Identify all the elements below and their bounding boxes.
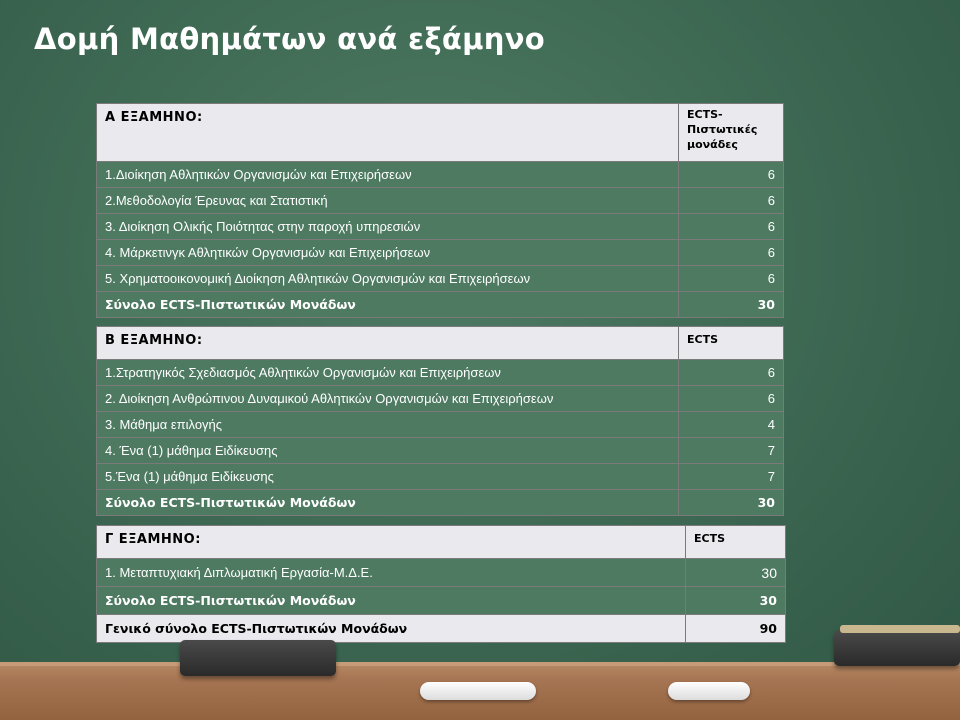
course-row (97, 266, 784, 292)
grand-total-row (97, 615, 786, 643)
semester-c-ects-header: ECTS (686, 526, 786, 559)
course-ects: 7 (679, 464, 784, 490)
course-name: 1.Στρατηγικός Σχεδιασμός Αθλητικών Οργανισμών και Επιχειρήσεων (97, 360, 679, 386)
course-name: 2.Μεθοδολογία Έρευνας και Στατιστική (97, 188, 679, 214)
course-ects: 6 (679, 386, 784, 412)
semester-b-header: Β ΕΞΑΜΗΝΟ: (97, 327, 679, 360)
course-name: 1. Μεταπτυχιακή Διπλωματική Εργασία-Μ.Δ.Ε. (97, 559, 686, 587)
semester-b-total-row (97, 490, 784, 516)
total-value: 30 (679, 490, 784, 516)
semester-b-header-row (97, 327, 784, 360)
semester-a-table (96, 103, 784, 318)
semester-c-table (96, 525, 786, 643)
total-value: 30 (679, 292, 784, 318)
course-ects: 6 (679, 162, 784, 188)
total-label: Σύνολο ECTS-Πιστωτικών Μονάδων (97, 587, 686, 615)
course-name: 5.Ένα (1) μάθημα Ειδίκευσης (97, 464, 679, 490)
course-row (97, 240, 784, 266)
course-ects: 4 (679, 412, 784, 438)
chalk-ledge-edge (0, 662, 960, 666)
eraser-left (180, 640, 336, 676)
semester-c-total-row (97, 587, 786, 615)
eraser-right (834, 630, 960, 666)
ects-header-line-3: μονάδες (687, 137, 738, 151)
course-row (97, 438, 784, 464)
course-name: 5. Χρηματοοικονομική Διοίκηση Αθλητικών Οργανισμών και Επιχειρήσεων (97, 266, 679, 292)
grand-total-value: 90 (686, 615, 786, 643)
course-row (97, 162, 784, 188)
course-ects: 6 (679, 360, 784, 386)
semester-a-header: Α ΕΞΑΜΗΝΟ: (97, 104, 679, 162)
ects-header-line-1: ECTS- (687, 108, 723, 121)
course-row (97, 464, 784, 490)
course-ects: 6 (679, 240, 784, 266)
course-row (97, 360, 784, 386)
semester-b-table (96, 326, 784, 516)
course-name: 4. Μάρκετινγκ Αθλητικών Οργανισμών και Επιχειρήσεων (97, 240, 679, 266)
course-ects: 30 (686, 559, 786, 587)
eraser-right-felt (840, 625, 960, 633)
course-name: 3. Διοίκηση Ολικής Ποιότητας στην παροχή υπηρεσιών (97, 214, 679, 240)
course-ects: 6 (679, 266, 784, 292)
semester-c-header: Γ ΕΞΑΜΗΝΟ: (97, 526, 686, 559)
total-label: Σύνολο ECTS-Πιστωτικών Μονάδων (97, 292, 679, 318)
course-name: 3. Μάθημα επιλογής (97, 412, 679, 438)
semester-b-ects-header: ECTS (679, 327, 784, 360)
course-name: 1.Διοίκηση Αθλητικών Οργανισμών και Επιχειρήσεων (97, 162, 679, 188)
ects-header-line-2: Πιστωτικές (687, 122, 758, 136)
semester-c-header-row (97, 526, 786, 559)
course-row (97, 214, 784, 240)
grand-total-label: Γενικό σύνολο ECTS-Πιστωτικών Μονάδων (97, 615, 686, 643)
course-ects: 7 (679, 438, 784, 464)
course-row (97, 386, 784, 412)
total-label: Σύνολο ECTS-Πιστωτικών Μονάδων (97, 490, 679, 516)
chalk-stick-1 (420, 682, 536, 700)
course-row (97, 188, 784, 214)
semester-a-total-row (97, 292, 784, 318)
total-value: 30 (686, 587, 786, 615)
course-name: 2. Διοίκηση Ανθρώπινου Δυναμικού Αθλητικών Οργανισμών και Επιχειρήσεων (97, 386, 679, 412)
course-name: 4. Ένα (1) μάθημα Ειδίκευσης (97, 438, 679, 464)
chalk-stick-2 (668, 682, 750, 700)
semester-a-header-row (97, 104, 784, 162)
semester-a-ects-header (679, 104, 784, 162)
course-ects: 6 (679, 214, 784, 240)
course-ects: 6 (679, 188, 784, 214)
slide-title: Δομή Μαθημάτων ανά εξάμηνο (34, 22, 545, 56)
course-row (97, 559, 786, 587)
course-row (97, 412, 784, 438)
